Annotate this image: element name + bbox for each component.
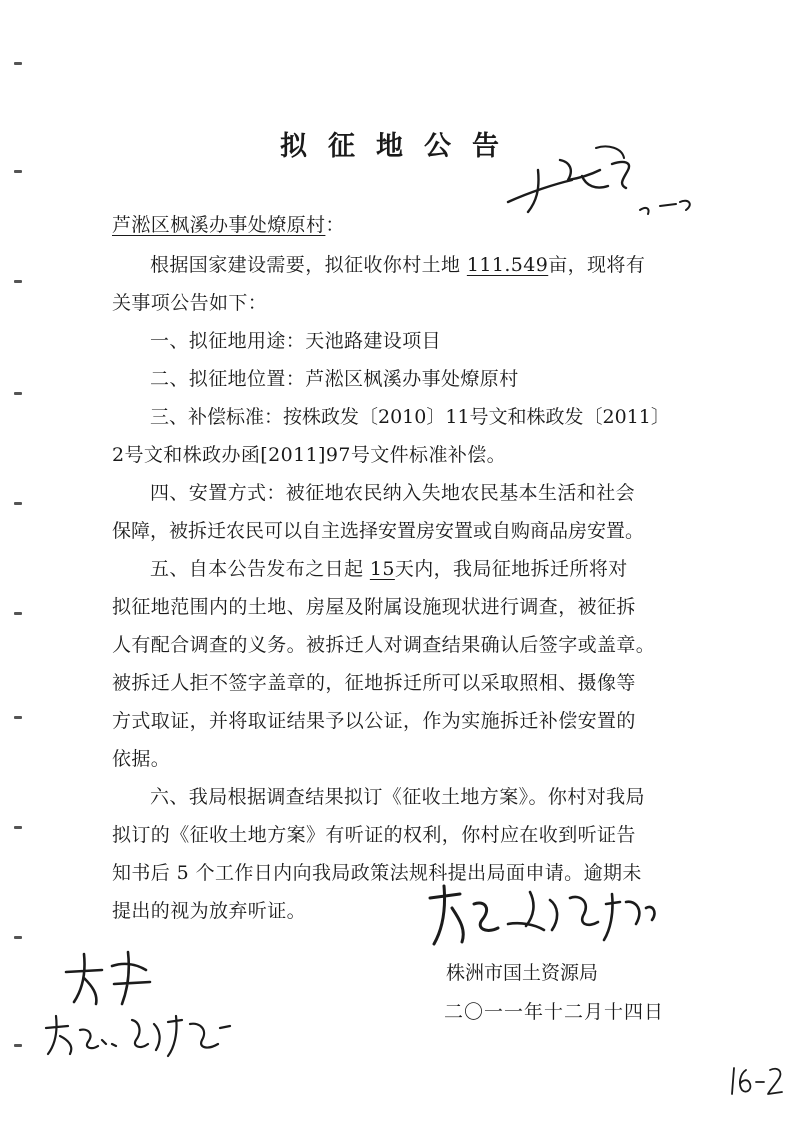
binding-mark bbox=[14, 612, 22, 615]
page-title: 拟征地公告 bbox=[280, 131, 520, 162]
item-purpose: 一、拟征地用途：天池路建设项目 bbox=[150, 330, 442, 352]
intro-line-1 bbox=[150, 250, 645, 277]
binding-mark bbox=[14, 392, 22, 395]
item-resettlement-cont: 保障，被拆迁农民可以自主选择安置房安置或自购商品房安置。 bbox=[112, 520, 645, 542]
item-survey bbox=[150, 554, 628, 581]
survey-text: 五、自本公告发布之日起 bbox=[150, 558, 364, 580]
hearing-line-3: 知书后 5 个工作日内向我局政策法规科提出局面申请。逾期未 bbox=[112, 862, 642, 884]
survey-line-5: 方式取证，并将取证结果予以公证，作为实施拆迁补偿安置的 bbox=[112, 710, 636, 732]
binding-mark bbox=[14, 1044, 22, 1047]
binding-mark bbox=[14, 502, 22, 505]
survey-days-value: 15 bbox=[369, 558, 395, 580]
survey-line-4: 被拆迁人拒不签字盖章的，征地拆迁所可以采取照相、摄像等 bbox=[112, 672, 636, 694]
approval-signature bbox=[500, 140, 710, 230]
issue-date: 二〇一一年十二月十四日 bbox=[444, 1001, 665, 1023]
survey-line-6: 依据。 bbox=[112, 748, 171, 770]
survey-line-2: 拟征地范围内的土地、房屋及附属设施现状进行调查，被征拆 bbox=[112, 596, 636, 618]
land-area-value: 111.549 bbox=[466, 254, 549, 276]
hearing-line-4: 提出的视为放弃听证。 bbox=[112, 900, 307, 922]
binding-mark bbox=[14, 280, 22, 283]
item-hearing: 六、我局根据调查结果拟订《征收土地方案》。你村对我局 bbox=[150, 786, 645, 808]
official-signature bbox=[420, 880, 670, 960]
drafter-handwriting bbox=[40, 1010, 240, 1060]
intro-line-2: 关事项公告如下： bbox=[112, 292, 268, 314]
survey-text-end: 天内，我局征地拆迁所将对 bbox=[394, 558, 628, 580]
survey-line-3: 人有配合调查的义务。被拆迁人对调查结果确认后签字或盖章。 bbox=[112, 634, 656, 656]
addressee-name: 芦淞区枫溪办事处燎原村 bbox=[112, 214, 326, 236]
item-compensation-cont: 2号文和株政办函[2011]97号文件标准补偿。 bbox=[112, 444, 507, 466]
binding-mark bbox=[14, 936, 22, 939]
intro-text-end: 亩，现将有 bbox=[548, 254, 646, 276]
item-compensation: 三、补偿标准：按株政发〔2010〕11号文和株政发〔2011〕 bbox=[150, 406, 670, 428]
binding-mark bbox=[14, 716, 22, 719]
addressee-colon: ： bbox=[325, 214, 345, 236]
item-location: 二、拟征地位置：芦淞区枫溪办事处燎原村 bbox=[150, 368, 519, 390]
item-resettlement: 四、安置方式：被征地农民纳入失地农民基本生活和社会 bbox=[150, 482, 636, 504]
page-number-handwriting bbox=[728, 1060, 788, 1100]
binding-mark bbox=[14, 62, 22, 65]
reviewer-handwriting bbox=[58, 944, 168, 1014]
hearing-line-2: 拟订的《征收土地方案》有听证的权利，你村应在收到听证告 bbox=[112, 824, 636, 846]
binding-mark bbox=[14, 170, 22, 173]
binding-mark bbox=[14, 826, 22, 829]
intro-text: 根据国家建设需要，拟征收你村土地 bbox=[150, 254, 461, 276]
addressee bbox=[112, 210, 345, 237]
issuing-organization: 株洲市国土资源局 bbox=[446, 962, 599, 984]
